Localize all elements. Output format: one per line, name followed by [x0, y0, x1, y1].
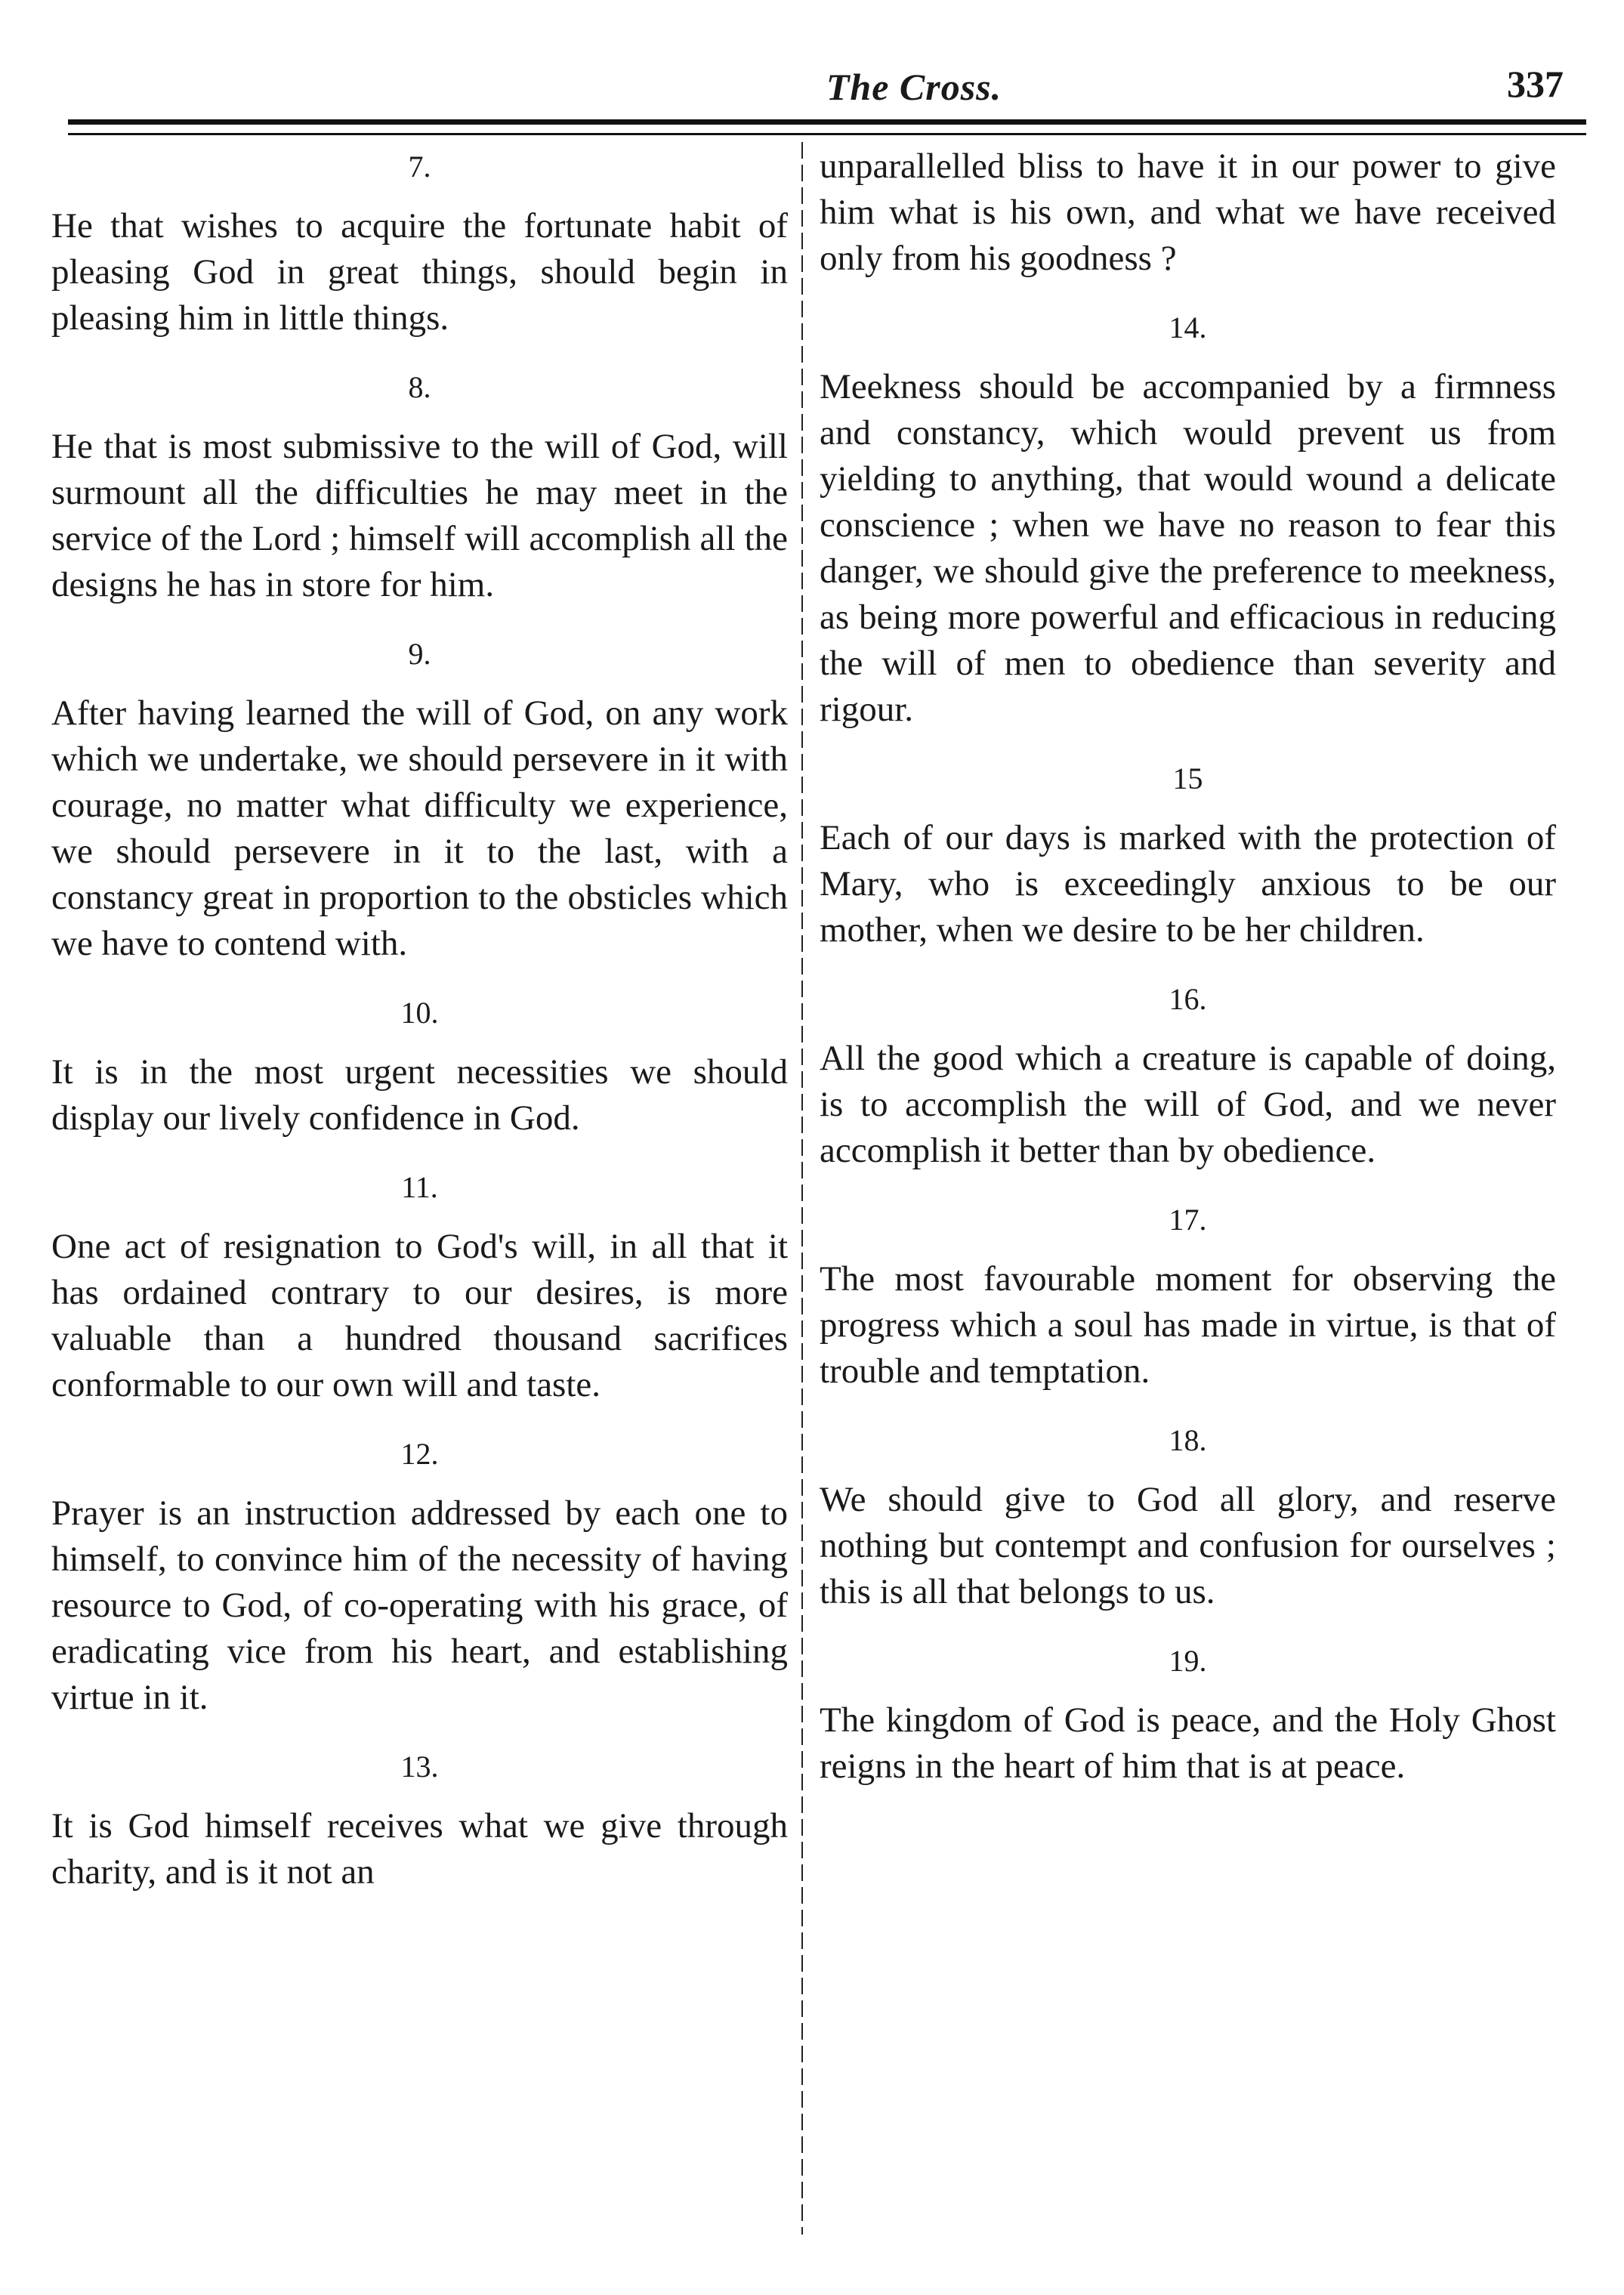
maxim-number: 7.	[408, 150, 431, 184]
running-title: The Cross.	[826, 66, 1002, 108]
maxim-text: It is God himself receives what we give through charity, and is it not an	[51, 1806, 788, 1892]
maxim-number: 19.	[1169, 1644, 1207, 1678]
maxim-text: After having learned the will of God, on any work which we undertake, we should persevere in it with courage, no matter what difficulty we experience, we should persevere in it to the last, with a constancy great in proportion to the obsticles which we have to contend with.	[51, 693, 788, 963]
maxim-text: The most favourable moment for observing the progress which a soul has made in virtue, is that of trouble and temptation.	[820, 1259, 1556, 1391]
maxim-text: We should give to God all glory, and reserve nothing but contempt and confusion for ourselves ; this is all that belongs to us.	[820, 1480, 1556, 1611]
maxim-number: 8.	[408, 370, 431, 404]
header-rule-thick	[68, 119, 1586, 125]
maxim-text: It is in the most urgent necessities we should display our lively confidence in God.	[51, 1052, 788, 1138]
maxim-number: 13.	[400, 1750, 439, 1784]
maxim-number: 18.	[1169, 1423, 1207, 1457]
maxim-text: All the good which a creature is capable of doing, is to accomplish the will of God, and we never accomplish it better than by obedience.	[820, 1039, 1556, 1170]
maxim-number: 12.	[400, 1437, 439, 1471]
maxim-number: 11.	[401, 1170, 438, 1204]
column-divider	[801, 142, 803, 2235]
maxim-number: 14.	[1169, 310, 1207, 344]
maxim-text: He that is most submissive to the will of God, will surmount all the difficulties he may meet in the service of the Lord ; himself will accomplish all the designs he has in store for him.	[51, 427, 788, 604]
maxim-number: 10.	[400, 996, 439, 1030]
right-column	[820, 144, 1556, 1790]
maxim-text: Each of our days is marked with the protection of Mary, who is exceedingly anxious to be our mother, when we desire to be her children.	[820, 818, 1556, 950]
maxim-text: One act of resignation to God's will, in all that it has ordained contrary to our desires, is more valuable than a hundred thousand sacrifices conformable to our own will and taste.	[51, 1227, 788, 1404]
page-header	[68, 59, 1586, 127]
maxim-text: Meekness should be accompanied by a firmness and constancy, which would prevent us from yielding to anything, that would wound a delicate conscience ; when we have no reason to fear this danger, we should give the preference to meekness, as being more powerful and efficacious in reducing the will of men to obedience than severity and rigour.	[820, 367, 1556, 729]
maxim-text: Prayer is an instruction addressed by each one to himself, to convince him of the necessity of having resource to God, of co-operating with his grace, of eradicating vice from his heart, and establishing virtue in it.	[51, 1493, 788, 1717]
maxim-number: 16.	[1169, 982, 1207, 1016]
left-column	[51, 144, 788, 1895]
maxim-number: 15	[1172, 761, 1203, 795]
maxim-number: 9.	[408, 637, 431, 671]
maxim-text: The kingdom of God is peace, and the Holy Ghost reigns in the heart of him that is at peace.	[820, 1700, 1556, 1786]
maxim-number: 17.	[1169, 1203, 1207, 1237]
maxim-text-continued: unparallelled bliss to have it in our power to give him what is his own, and what we have received only from his goodness ?	[820, 147, 1556, 278]
page-number: 337	[1507, 63, 1564, 105]
header-rule-thin	[68, 133, 1586, 135]
maxim-text: He that wishes to acquire the fortunate habit of pleasing God in great things, should begin in pleasing him in little things.	[51, 206, 788, 338]
